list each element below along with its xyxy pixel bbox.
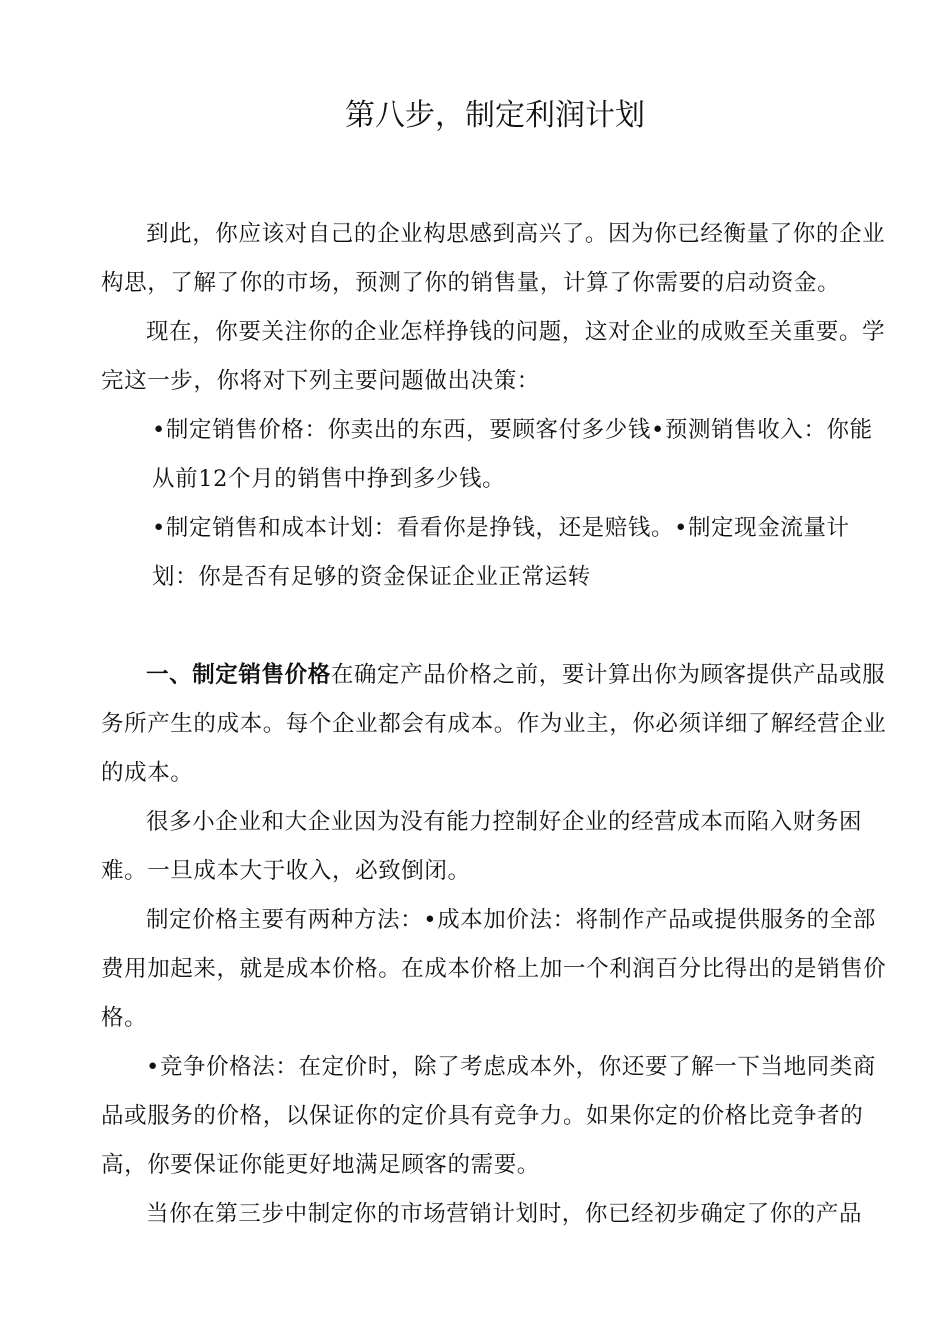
paragraph-pricing-methods: 制定价格主要有两种方法：•成本加价法：将制作产品或提供服务的全部费用加起来，就是成本价格。在成本价格上加一个利润百分比得出的是销售价格。	[101, 907, 887, 1031]
paragraph-marketing-plan: 当你在第三步中制定你的市场营销计划时，你已经初步确定了你的产品	[146, 1201, 863, 1227]
document-body	[101, 210, 893, 1239]
section-text: 在确定产品价格之前，要计算出你为顾客提供产品或服务所产生的成本。每个企业都会有成本。作为业主，你必须详细了解经营企业的成本。	[101, 662, 887, 786]
paragraph-focus: 现在，你要关注你的企业怎样挣钱的问题，这对企业的成败至关重要。学完这一步，你将对下列主要问题做出决策：	[101, 319, 886, 394]
section-pricing	[101, 651, 893, 798]
bullet-cost-cashflow: •制定销售和成本计划：看看你是挣钱，还是赔钱。•制定现金流量计划：你是否有足够的资金保证企业正常运转	[152, 515, 850, 590]
paragraph-cost-control: 很多小企业和大企业因为没有能力控制好企业的经营成本而陷入财务困难。一旦成本大于收入，必致倒闭。	[101, 809, 863, 884]
section-heading: 一、制定销售价格	[146, 662, 331, 688]
document-title: 第八步，制定利润计划	[345, 98, 645, 133]
paragraph-intro: 到此，你应该对自己的企业构思感到高兴了。因为你已经衡量了你的企业构思，了解了你的市场，预测了你的销售量，计算了你需要的启动资金。	[101, 221, 886, 296]
paragraph-spacer	[101, 602, 893, 651]
bullet-pricing-forecast: •制定销售价格：你卖出的东西，要顾客付多少钱•预测销售收入：你能从前12个月的销售中挣到多少钱。	[152, 417, 873, 492]
paragraph-competitive-pricing: •竞争价格法：在定价时，除了考虑成本外，你还要了解一下当地同类商品或服务的价格，以保证你的定价具有竞争力。如果你定的价格比竞争者的高，你要保证你能更好地满足顾客的需要。	[101, 1054, 876, 1178]
